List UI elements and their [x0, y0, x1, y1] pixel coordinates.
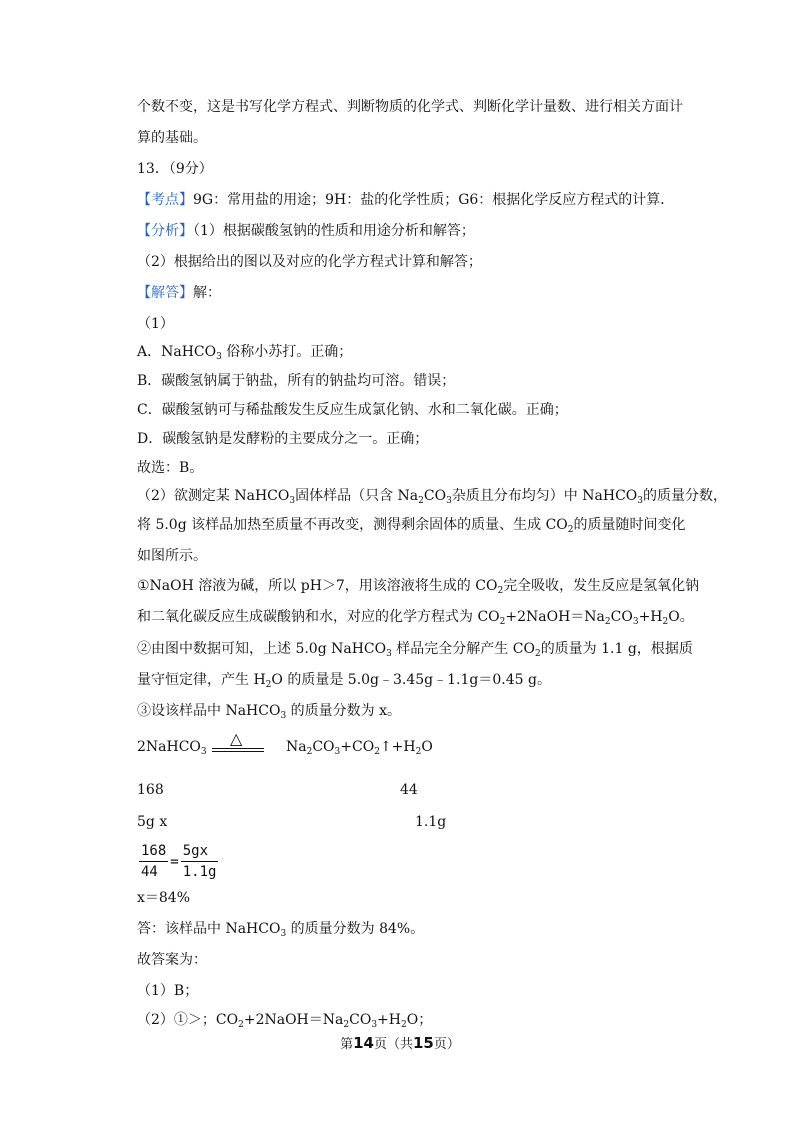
text-line: （2）根据给出的图以及对应的化学方程式计算和解答；: [137, 254, 482, 270]
proportion-fraction: [139, 842, 218, 881]
question-number: 13．（9分）: [137, 161, 213, 177]
ratio-row-b: 44: [400, 782, 418, 798]
result-line: x＝84%: [137, 890, 191, 906]
option-c: C．碳酸氢钠可与稀盐酸发生反应生成氯化钠、水和二氧化碳。正确；: [137, 402, 568, 418]
text-line: （1）: [137, 316, 174, 332]
fraction-numerator: 5gx: [181, 842, 219, 862]
fraction-numerator: 168: [139, 842, 168, 862]
option-d: D．碳酸氢钠是发酵粉的主要成分之一。正确；: [137, 431, 429, 447]
equation-left: 2NaHCO$_3$: [137, 739, 207, 757]
kaodian-line: [137, 190, 674, 210]
fenxi-tag: 【分析】: [137, 223, 193, 239]
ratio-row-a: 168: [137, 782, 164, 798]
text-line: 算的基础。: [137, 130, 207, 146]
text-line: 如图所示。: [137, 548, 207, 564]
answer-line: 答：该样品中 NaHCO$_3$ 的质量分数为 84%。: [137, 921, 425, 939]
jieda-line: [137, 283, 221, 303]
ratio-row-d: 1.1g: [415, 814, 447, 830]
kaodian-tag: 【考点】: [137, 192, 193, 208]
final-answer-2: （2）①＞；$CO_2+2NaOH=Na_2CO_3+H_2O$；: [137, 1012, 433, 1030]
text-line: ②由图中数据可知，上述 5.0g NaHCO$_3$ 样品完全分解产生 $CO_2$的质量为 1.1 g，根据质: [137, 641, 693, 659]
text-line: 量守恒定律，产生 $H_2O$ 的质量是 5.0g﹣3.45g﹣1.1g＝0.45 g。: [137, 672, 551, 690]
page-total: 15: [413, 1034, 434, 1052]
page-number: 14: [353, 1034, 374, 1052]
fraction-equals: =: [170, 853, 179, 870]
heat-arrow: [212, 729, 264, 753]
text-line: ③设该样品中 NaHCO$_3$ 的质量分数为 x。: [137, 703, 401, 721]
text-line: （2）欲测定某 NaHCO$_3$固体样品（只含 $Na_2CO_3$杂质且分布均匀）中 NaHCO$_3$的质量分数，: [137, 488, 727, 506]
page-footer: 第14页（共15页）: [340, 1034, 460, 1052]
jieda-text: 解：: [193, 285, 221, 301]
jieda-tag: 【解答】: [137, 285, 193, 301]
text-line: 将 5.0g 该样品加热至质量不再改变，测得剩余固体的质量、生成 $CO_2$的质量随时间变化: [137, 517, 686, 535]
fraction-denominator: 44: [141, 864, 158, 880]
kaodian-text: 9G：常用盐的用途；9H：盐的化学性质；G6：根据化学反应方程式的计算．: [193, 192, 675, 208]
option-b: B．碳酸氢钠属于钠盐，所有的钠盐均可溶。错误；: [137, 373, 456, 389]
final-answer-1: （1）B；: [137, 983, 199, 999]
text-line: 个数不变，这是书写化学方程式、判断物质的化学式、判断化学计量数、进行相关方面计: [137, 99, 683, 115]
fenxi-text: （1）根据碳酸氢钠的性质和用途分析和解答；: [193, 223, 475, 239]
option-a: A．NaHCO$_3$ 俗称小苏打。正确；: [137, 344, 353, 362]
heat-triangle-icon: △: [230, 729, 243, 748]
ratio-row-c: 5g x: [137, 814, 168, 830]
text-line: ①NaOH 溶液为碱，所以 pH＞7，用该溶液将生成的 $CO_2$完全吸收，发生反应是氢氧化钠: [137, 578, 700, 596]
equation-right: $Na_2CO_3+CO_2↑+H_2O$: [286, 739, 433, 757]
fraction-denominator: 1.1g: [182, 864, 217, 880]
choice-answer: 故选：B。: [137, 460, 204, 476]
text-line: 和二氧化碳反应生成碳酸钠和水，对应的化学方程式为 $CO_2+2NaOH=Na_2CO_3+H_2O$。: [137, 609, 694, 627]
fenxi-line: [137, 221, 475, 241]
text-line: 故答案为：: [137, 952, 207, 968]
